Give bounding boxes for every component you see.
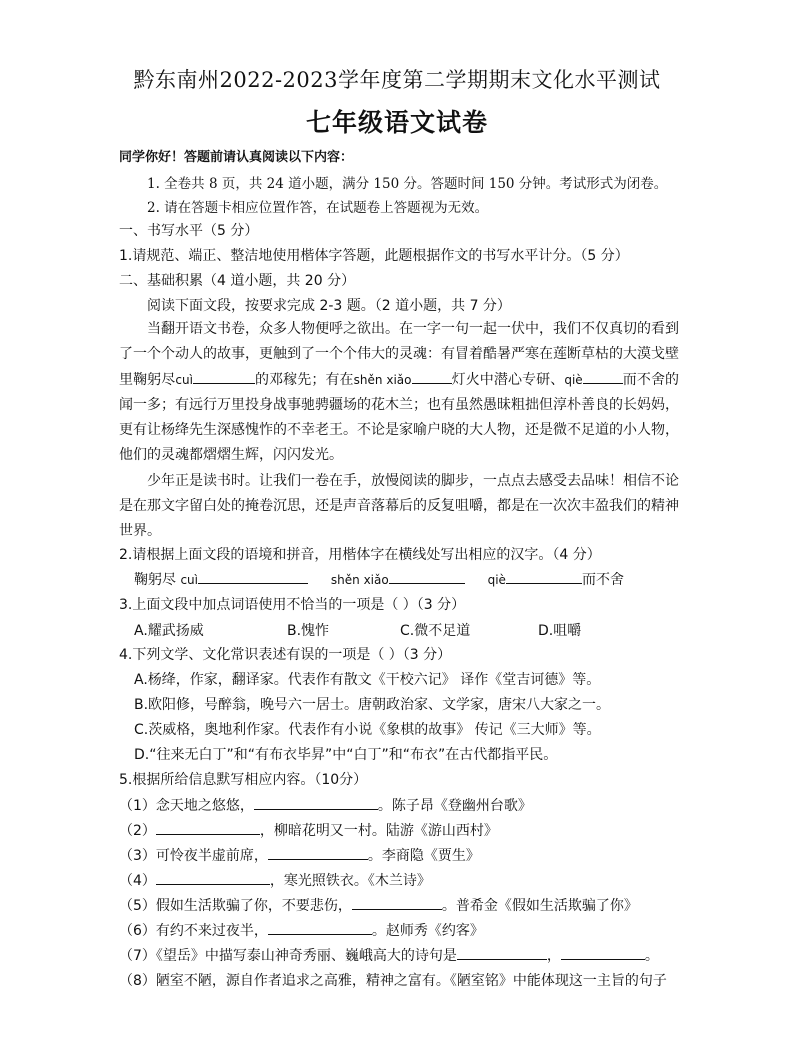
q2-suffix: 而不舍: [581, 572, 624, 588]
q4-option-c[interactable]: C.茨威格，奥地利作家。代表作有小说《象棋的故事》 传记《三大师》等。: [134, 722, 601, 738]
answer-blank[interactable]: [389, 569, 465, 584]
q5-item-4: [119, 870, 431, 890]
q5-item-text: （7）《望岳》中描写泰山神奇秀丽、巍峨高大的诗句是: [119, 948, 457, 964]
q5-item-8: [119, 970, 667, 990]
q3-option-d[interactable]: D.咀嚼: [538, 623, 582, 639]
q5-item-text: （6）有约不来过夜半，: [119, 923, 268, 939]
section-1-heading: 一、书写水平（5 分）: [119, 223, 259, 239]
question-1: 1.请规范、端正、整洁地使用楷体字答题，此题根据作文的书写水平计分。（5 分）: [119, 248, 629, 264]
q5-item-text: （4）: [119, 873, 156, 889]
passage-paragraph-2: 少年正是读书时。让我们一卷在手，放慢阅读的脚步，一点点去感受去品味！相信不论是在那文字留白处的掩卷沉思，还是声音落幕后的反复咀嚼，都是在一次次丰盈我们的精神世界。: [119, 472, 679, 540]
answer-blank[interactable]: [457, 945, 547, 960]
q5-item-text: （8）陋室不陋，源自作者追求之高雅，精神之富有。《陋室铭》中能体现这一主旨的句子: [119, 973, 667, 989]
q5-item-text: （2）: [119, 823, 156, 839]
q5-item-text: （3）可怜夜半虚前席，: [119, 848, 268, 864]
passage-text: 灯火中潜心专研、: [451, 371, 565, 388]
q5-item-source: ，柳暗花明又一村。陆游《游山西村》: [259, 823, 498, 839]
q5-item-6: [119, 920, 484, 940]
blank-line: [583, 369, 623, 384]
q2-pinyin-qie: qiè: [487, 573, 506, 587]
pinyin-shenxiao: shěn xiǎo: [353, 372, 412, 387]
answer-blank[interactable]: [352, 895, 442, 910]
q5-item-7: [119, 945, 659, 965]
q5-item-source: 。普希金《假如生活欺骗了你》: [441, 898, 638, 914]
section-2-heading: 二、基础积累（4 道小题，共 20 分）: [119, 273, 356, 289]
answer-blank[interactable]: [561, 945, 645, 960]
q3-option-c[interactable]: C.微不足道: [400, 623, 471, 639]
q5-item-1: [119, 795, 532, 815]
q4-option-d[interactable]: D.“往来无白丁”和“有布衣毕昇”中“白丁”和“布衣”在古代都指平民。: [134, 747, 558, 763]
q2-prefix: 鞠躬尽: [134, 572, 176, 588]
blank-line: [193, 369, 255, 384]
q2-pinyin-shenxiao: shěn xiǎo: [330, 573, 389, 587]
question-4: 4.下列文学、文化常识表述有误的一项是（ ）（3 分）: [119, 647, 452, 663]
reading-passage: [119, 317, 679, 545]
exam-title: 黔东南州2022-2023学年度第二学期期末文化水平测试: [133, 68, 661, 92]
answer-blank[interactable]: [254, 795, 378, 810]
q4-option-a[interactable]: A.杨绛，作家，翻译家。代表作有散文《干校六记》 译作《堂吉诃德》等。: [134, 672, 601, 688]
answer-blank[interactable]: [198, 569, 308, 584]
answer-blank[interactable]: [156, 870, 270, 885]
q3-option-b[interactable]: B.愧怍: [287, 623, 330, 639]
answer-blank[interactable]: [156, 820, 260, 835]
q5-item-source: 。赵师秀《约客》: [371, 923, 484, 939]
q5-item-text: （1）念天地之悠悠，: [119, 798, 254, 814]
q2-pinyin-cui: cuì: [180, 573, 198, 587]
q5-item-3: [119, 845, 480, 865]
q5-item-2: [119, 820, 498, 840]
question-5: 5.根据所给信息默写相应内容。（10分）: [119, 772, 368, 788]
q5-item-text: （5）假如生活欺骗了你，不要悲伤，: [119, 898, 352, 914]
pinyin-qie: qiè: [564, 372, 583, 387]
passage-text: 的邓稼先；有在: [254, 371, 354, 388]
notice-item-1: 1. 全卷共 8 页，共 24 道小题，满分 150 分。答题时间 150 分钟。考试形式为闭卷。: [147, 176, 668, 192]
passage-text: 当翻开语文书卷，众多人物便呼之欲出。在一字一句一起一伏中，我们不仅真切的看到了一个个动人的故事，更触到了一个个伟大的灵魂：有冒着酷暑严寒在莲断草枯的大漠戈壁里鞠躬尽: [119, 321, 679, 388]
exam-subtitle: 七年级语文试卷: [305, 108, 488, 137]
reading-intro: 阅读下面文段，按要求完成 2-3 题。（2 道小题，共 7 分）: [147, 298, 511, 314]
pinyin-cui: cuì: [175, 372, 193, 387]
answer-blank[interactable]: [268, 845, 368, 860]
blank-line: [412, 369, 452, 384]
q5-item-separator: ，: [546, 948, 561, 964]
question-3: 3.上面文段中加点词语使用不恰当的一项是（ ）（3 分）: [119, 597, 466, 613]
question-2-blanks: [134, 569, 624, 589]
notice-item-2: 2. 请在答题卡相应位置作答，在试题卷上答题视为无效。: [147, 200, 489, 216]
question-2: 2.请根据上面文段的语境和拼音，用楷体字在横线处写出相应的汉字。（4 分）: [119, 547, 601, 563]
q5-item-source: 。李商隐《贾生》: [367, 848, 480, 864]
notice-greeting: 同学你好！答题前请认真阅读以下内容：: [119, 150, 354, 165]
q5-item-source: ，寒光照铁衣。《木兰诗》: [269, 873, 431, 889]
q3-option-a[interactable]: A.耀武扬威: [134, 623, 204, 639]
answer-blank[interactable]: [506, 569, 582, 584]
passage-text: 而不舍的闻一多；有远行万里投身战事驰骋疆场的花木兰；也有虽然愚昧粗拙但淳朴善良的长妈妈，更有让杨绛先生深感愧怍的不幸老王。不论是家喻户晓的大人物，还是微不足道的小人物，他们的灵魂都熠熠生辉，闪闪发光。: [119, 371, 680, 464]
q5-item-end: 。: [644, 948, 659, 964]
q4-option-b[interactable]: B.欧阳修，号醉翁，晚号六一居士。唐朝政治家、文学家，唐宋八大家之一。: [134, 697, 611, 713]
q5-item-5: [119, 895, 638, 915]
q5-item-source: 。陈子昂《登幽州台歌》: [377, 798, 532, 814]
answer-blank[interactable]: [268, 920, 372, 935]
